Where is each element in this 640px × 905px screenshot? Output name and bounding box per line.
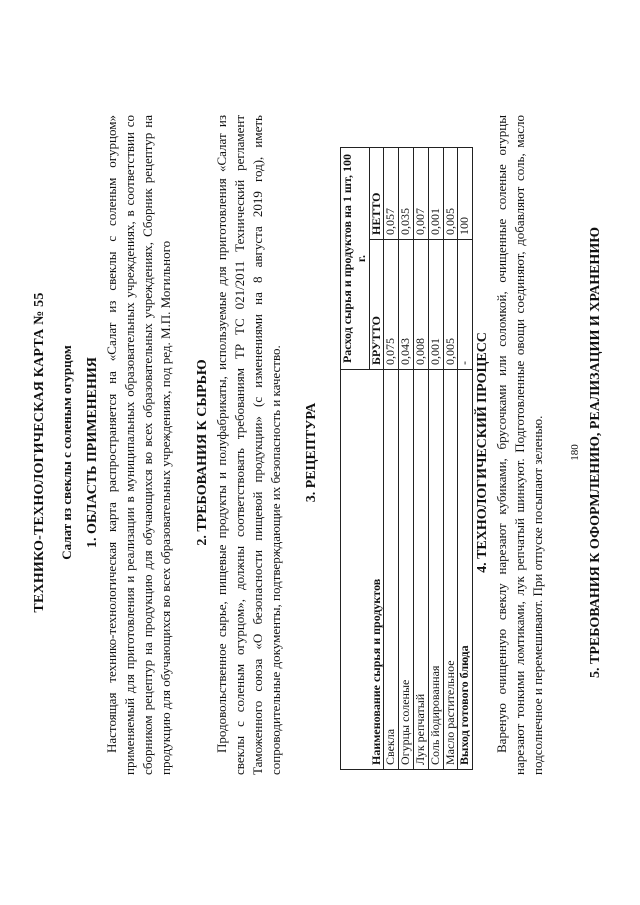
table-row [443, 148, 458, 770]
section-serving-heading: 5. ТРЕБОВАНИЯ К ОФОРМЛЕНИЮ, РЕАЛИЗАЦИИ И ХРАНЕНИЮ [588, 227, 603, 678]
brutto-value: 0,005 [443, 240, 458, 370]
table-row [384, 148, 399, 770]
section-scope-body [103, 115, 175, 775]
netto-value: 0,007 [413, 148, 428, 240]
netto-value: 0,035 [399, 148, 414, 240]
section-raw-heading: 2. ТРЕБОВАНИЯ К СЫРЬЮ [195, 359, 210, 546]
netto-value: 0,001 [428, 148, 443, 240]
section-process-body [493, 115, 547, 775]
section-process-heading: 4. ТЕХНОЛОГИЧЕСКИЙ ПРОЦЕСС [475, 332, 490, 573]
column-header-brutto: БРУТТО [369, 240, 384, 370]
page-number: 180 [569, 444, 581, 461]
section-raw-body [213, 115, 285, 775]
ingredient-name: Свекла [384, 370, 399, 770]
column-header-netto: НЕТТО [369, 148, 384, 240]
column-header-group: Расход сырья и продуктов на 1 шт, 100 г. [341, 148, 370, 370]
table-header-row [341, 148, 370, 770]
table-row-yield [458, 148, 473, 770]
netto-value: 0,005 [443, 148, 458, 240]
recipe-table-wrap [340, 147, 473, 770]
section-raw-text: Продовольственное сырье, пищевые продукты и полуфабрикаты, используемые для приготовления «Салат из свеклы с соленым огурцом», должны соответствовать требованиям ТР ТС 021/2011 Технический регламент Таможенного союза «О безопасности пищевой продукции» (с изменениями на 8 августа 2019 год), иметь сопроводительные документы, подтверждающие их безопасность и качество. [214, 115, 283, 775]
table-row [413, 148, 428, 770]
brutto-value: 0,001 [428, 240, 443, 370]
section-recipe-heading: 3. РЕЦЕПТУРА [304, 402, 319, 503]
netto-value: 0,057 [384, 148, 399, 240]
table-row [399, 148, 414, 770]
ingredient-name: Лук репчатый [413, 370, 428, 770]
section-process-text: Вареную очищенную свеклу нарезают кубиками, брусочками или соломкой, очищенные соленые огурцы нарезают тонкими ломтиками, лук репчатый шинкуют. Подготовленные овощи соединяют, добавляют соль, масло подсолнечное и перемешивают. При отпуске посыпают зеленью. [494, 115, 545, 775]
section-scope-heading: 1. ОБЛАСТЬ ПРИМЕНЕНИЯ [85, 357, 100, 548]
table-row [428, 148, 443, 770]
column-header-name: Наименование сырья и продуктов [341, 370, 384, 770]
dish-name: Салат из свеклы с соленым огурцом [59, 345, 74, 560]
yield-label: Выход готового блюда [458, 370, 473, 770]
brutto-value: 0,075 [384, 240, 399, 370]
brutto-value: - [458, 240, 473, 370]
netto-value: 100 [458, 148, 473, 240]
ingredient-name: Огурцы соленые [399, 370, 414, 770]
recipe-table [340, 147, 473, 770]
brutto-value: 0,008 [413, 240, 428, 370]
ingredient-name: Соль йодированная [428, 370, 443, 770]
section-scope-text: Настоящая технико-технологическая карта распространяется на «Салат из свеклы с соленым огурцом» применяемый для приготовления и реализации в муниципальных образовательных учреждениях, в соответствии со сборником рецептур на продукцию для обучающихся во всех образовательных учреждениях, Сборник рецептур на продукцию для обучающихся во всех образовательных учреждениях, под ред. М.П. Могильного [104, 115, 173, 775]
brutto-value: 0,043 [399, 240, 414, 370]
ingredient-name: Масло растительное [443, 370, 458, 770]
document-title: ТЕХНИКО-ТЕХНОЛОГИЧЕСКАЯ КАРТА № 55 [32, 292, 47, 613]
